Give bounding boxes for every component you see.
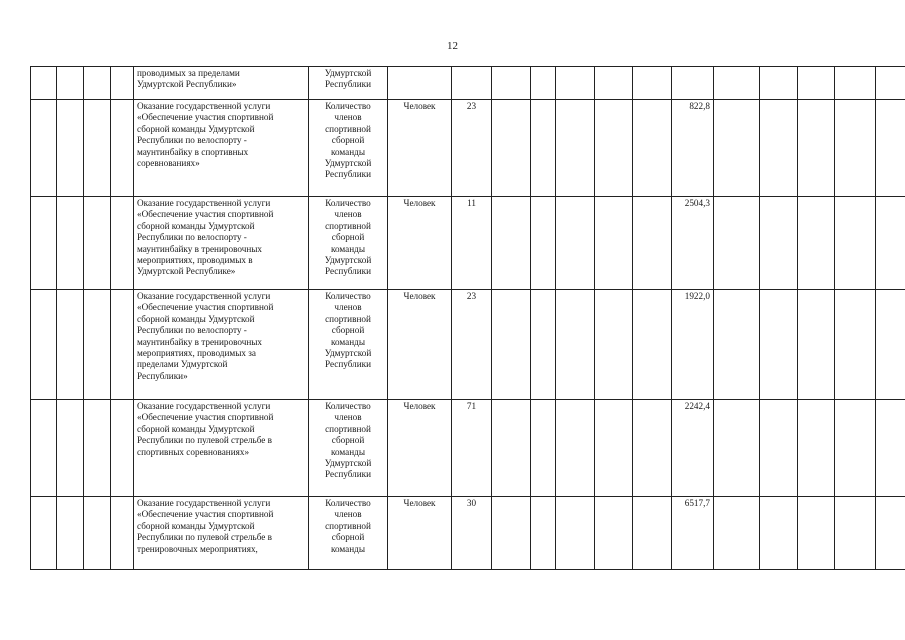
service-description-line: сборной команды Удмуртской (137, 313, 255, 324)
amount-cell: 2242,4 (672, 400, 714, 497)
indicator-line: Количество (325, 291, 371, 301)
table-row (31, 400, 905, 497)
empty-cell (633, 400, 672, 497)
service-description-line: мероприятиях, проводимых за (137, 348, 256, 359)
empty-cell (633, 100, 672, 197)
service-description-line: «Обеспечение участия спортивной (137, 209, 274, 220)
empty-cell (556, 400, 595, 497)
service-description-line: Оказание государственной услуги (137, 401, 271, 411)
indicator-cell (309, 290, 388, 400)
empty-cell (633, 497, 672, 570)
empty-cell (595, 290, 633, 400)
indicator-line: Республики (324, 79, 372, 90)
empty-cell (595, 100, 633, 197)
indicator-line: команды (330, 146, 365, 157)
quantity-cell: 30 (452, 497, 492, 570)
empty-cell (531, 197, 556, 290)
quantity-cell: 23 (452, 290, 492, 400)
service-description-line: проводимых за пределами (137, 68, 240, 78)
amount-cell: 2504,3 (672, 197, 714, 290)
quantity-cell: 71 (452, 400, 492, 497)
empty-cell (714, 197, 760, 290)
service-description-line: Оказание государственной услуги (137, 291, 271, 301)
service-description-line: Удмуртской Республике» (137, 266, 236, 277)
service-description-line: «Обеспечение участия спортивной (137, 112, 274, 123)
service-description-line: Удмуртской Республики» (137, 79, 237, 90)
empty-cell (31, 67, 57, 100)
empty-cell (760, 67, 798, 100)
empty-cell (595, 497, 633, 570)
service-description-line: маунтинбайку в тренировочных (137, 243, 263, 254)
indicator-line: Количество (325, 498, 371, 508)
service-description-cell (134, 100, 309, 197)
indicator-line: команды (330, 543, 365, 554)
amount-cell: 6517,7 (672, 497, 714, 570)
unit-cell (388, 67, 452, 100)
indicator-line: Республики (324, 266, 372, 277)
empty-cell (492, 197, 531, 290)
service-description-line: маунтинбайку в спортивных (137, 146, 249, 157)
unit-cell: Человек (388, 290, 452, 400)
empty-cell (798, 400, 835, 497)
indicator-line: членов (334, 112, 362, 123)
empty-cell (57, 290, 84, 400)
empty-cell (835, 197, 876, 290)
empty-cell (111, 100, 134, 197)
empty-cell (595, 197, 633, 290)
table-row (31, 197, 905, 290)
empty-cell (835, 290, 876, 400)
indicator-line: Удмуртской (324, 348, 372, 359)
empty-cell (492, 67, 531, 100)
table-row (31, 290, 905, 400)
service-description-line: Оказание государственной услуги (137, 101, 271, 111)
empty-cell (876, 67, 905, 100)
service-description-line: «Обеспечение участия спортивной (137, 302, 274, 313)
empty-cell (492, 290, 531, 400)
empty-cell (111, 197, 134, 290)
unit-cell: Человек (388, 400, 452, 497)
page-number: 12 (447, 40, 458, 52)
empty-cell (556, 197, 595, 290)
empty-cell (595, 400, 633, 497)
service-description-line: Оказание государственной услуги (137, 498, 271, 508)
unit-cell: Человек (388, 197, 452, 290)
service-description-line: сборной команды Удмуртской (137, 123, 255, 134)
indicator-cell (309, 67, 388, 100)
empty-cell (531, 400, 556, 497)
empty-cell (714, 497, 760, 570)
empty-cell (798, 497, 835, 570)
indicator-line: Удмуртской (324, 458, 372, 469)
empty-cell (714, 400, 760, 497)
indicator-line: сборной (331, 135, 365, 146)
empty-cell (714, 100, 760, 197)
amount-cell: 1922,0 (672, 290, 714, 400)
indicator-line: Удмуртской (324, 255, 372, 266)
table-row (31, 497, 905, 570)
indicator-line: команды (330, 446, 365, 457)
empty-cell (531, 497, 556, 570)
table-row (31, 67, 905, 100)
empty-cell (492, 100, 531, 197)
table-body (31, 67, 905, 570)
unit-cell: Человек (388, 100, 452, 197)
empty-cell (798, 67, 835, 100)
service-description-line: пределами Удмуртской (137, 359, 228, 370)
service-description-line: «Обеспечение участия спортивной (137, 509, 274, 520)
indicator-line: Республики (324, 359, 372, 370)
empty-cell (556, 290, 595, 400)
indicator-line: членов (334, 209, 362, 220)
empty-cell (84, 67, 111, 100)
empty-cell (531, 67, 556, 100)
service-description-line: Республики по велоспорту - (137, 325, 247, 336)
empty-cell (492, 400, 531, 497)
empty-cell (57, 400, 84, 497)
indicator-line: Количество (325, 101, 371, 111)
service-description-line: Республики по велоспорту - (137, 232, 247, 243)
empty-cell (84, 400, 111, 497)
indicator-cell (309, 100, 388, 197)
indicator-cell (309, 497, 388, 570)
empty-cell (84, 497, 111, 570)
indicator-line: команды (330, 336, 365, 347)
quantity-cell (452, 67, 492, 100)
empty-cell (111, 67, 134, 100)
empty-cell (876, 497, 905, 570)
empty-cell (835, 497, 876, 570)
service-description-line: спортивных соревнованиях» (137, 446, 250, 457)
empty-cell (760, 497, 798, 570)
empty-cell (556, 497, 595, 570)
indicator-line: спортивной (325, 313, 371, 324)
empty-cell (633, 290, 672, 400)
service-description-line: мероприятиях, проводимых в (137, 255, 253, 266)
indicator-line: Республики (324, 469, 372, 480)
service-description-line: Республики» (137, 370, 188, 381)
services-table (30, 66, 905, 570)
empty-cell (84, 290, 111, 400)
indicator-line: Удмуртской (324, 158, 372, 169)
empty-cell (760, 400, 798, 497)
empty-cell (595, 67, 633, 100)
empty-cell (492, 497, 531, 570)
empty-cell (633, 197, 672, 290)
amount-cell (672, 67, 714, 100)
empty-cell (84, 100, 111, 197)
indicator-line: спортивной (325, 423, 371, 434)
service-description-line: маунтинбайку в тренировочных (137, 336, 263, 347)
empty-cell (57, 197, 84, 290)
indicator-line: Республики (324, 169, 372, 180)
empty-cell (798, 100, 835, 197)
empty-cell (798, 290, 835, 400)
indicator-line: членов (334, 412, 362, 423)
service-description-line: соревнованиях» (137, 158, 200, 169)
indicator-line: сборной (331, 532, 365, 543)
empty-cell (798, 197, 835, 290)
empty-cell (556, 100, 595, 197)
empty-cell (556, 67, 595, 100)
empty-cell (84, 197, 111, 290)
empty-cell (714, 290, 760, 400)
empty-cell (760, 100, 798, 197)
table-row (31, 100, 905, 197)
unit-cell: Человек (388, 497, 452, 570)
service-description-line: сборной команды Удмуртской (137, 220, 255, 231)
quantity-cell: 11 (452, 197, 492, 290)
indicator-line: членов (334, 302, 362, 313)
service-description-line: Республики по пулевой стрельбе в (137, 435, 272, 446)
empty-cell (531, 290, 556, 400)
empty-cell (633, 67, 672, 100)
indicator-line: спортивной (325, 220, 371, 231)
service-description-line: сборной команды Удмуртской (137, 423, 255, 434)
empty-cell (876, 100, 905, 197)
indicator-line: сборной (331, 435, 365, 446)
indicator-line: команды (330, 243, 365, 254)
empty-cell (111, 497, 134, 570)
indicator-line: сборной (331, 232, 365, 243)
empty-cell (835, 400, 876, 497)
service-description-cell (134, 197, 309, 290)
empty-cell (31, 400, 57, 497)
empty-cell (876, 290, 905, 400)
service-description-cell (134, 400, 309, 497)
service-description-cell (134, 497, 309, 570)
service-description-line: Республики по пулевой стрельбе в (137, 532, 272, 543)
empty-cell (531, 100, 556, 197)
indicator-line: спортивной (325, 520, 371, 531)
empty-cell (835, 100, 876, 197)
amount-cell: 822,8 (672, 100, 714, 197)
empty-cell (111, 290, 134, 400)
empty-cell (111, 400, 134, 497)
empty-cell (714, 67, 760, 100)
indicator-cell (309, 197, 388, 290)
empty-cell (876, 197, 905, 290)
empty-cell (57, 497, 84, 570)
indicator-line: Количество (325, 198, 371, 208)
indicator-line: Количество (325, 401, 371, 411)
service-description-cell (134, 67, 309, 100)
indicator-line: Удмуртской (324, 68, 372, 78)
indicator-cell (309, 400, 388, 497)
empty-cell (760, 290, 798, 400)
empty-cell (57, 67, 84, 100)
service-description-line: тренировочных мероприятиях, (137, 543, 258, 554)
empty-cell (31, 290, 57, 400)
empty-cell (31, 100, 57, 197)
service-description-line: Республики по велоспорту - (137, 135, 247, 146)
indicator-line: сборной (331, 325, 365, 336)
indicator-line: спортивной (325, 123, 371, 134)
service-description-line: «Обеспечение участия спортивной (137, 412, 274, 423)
empty-cell (31, 497, 57, 570)
empty-cell (57, 100, 84, 197)
empty-cell (835, 67, 876, 100)
empty-cell (760, 197, 798, 290)
quantity-cell: 23 (452, 100, 492, 197)
service-description-line: Оказание государственной услуги (137, 198, 271, 208)
service-description-line: сборной команды Удмуртской (137, 520, 255, 531)
service-description-cell (134, 290, 309, 400)
indicator-line: членов (334, 509, 362, 520)
empty-cell (876, 400, 905, 497)
empty-cell (31, 197, 57, 290)
